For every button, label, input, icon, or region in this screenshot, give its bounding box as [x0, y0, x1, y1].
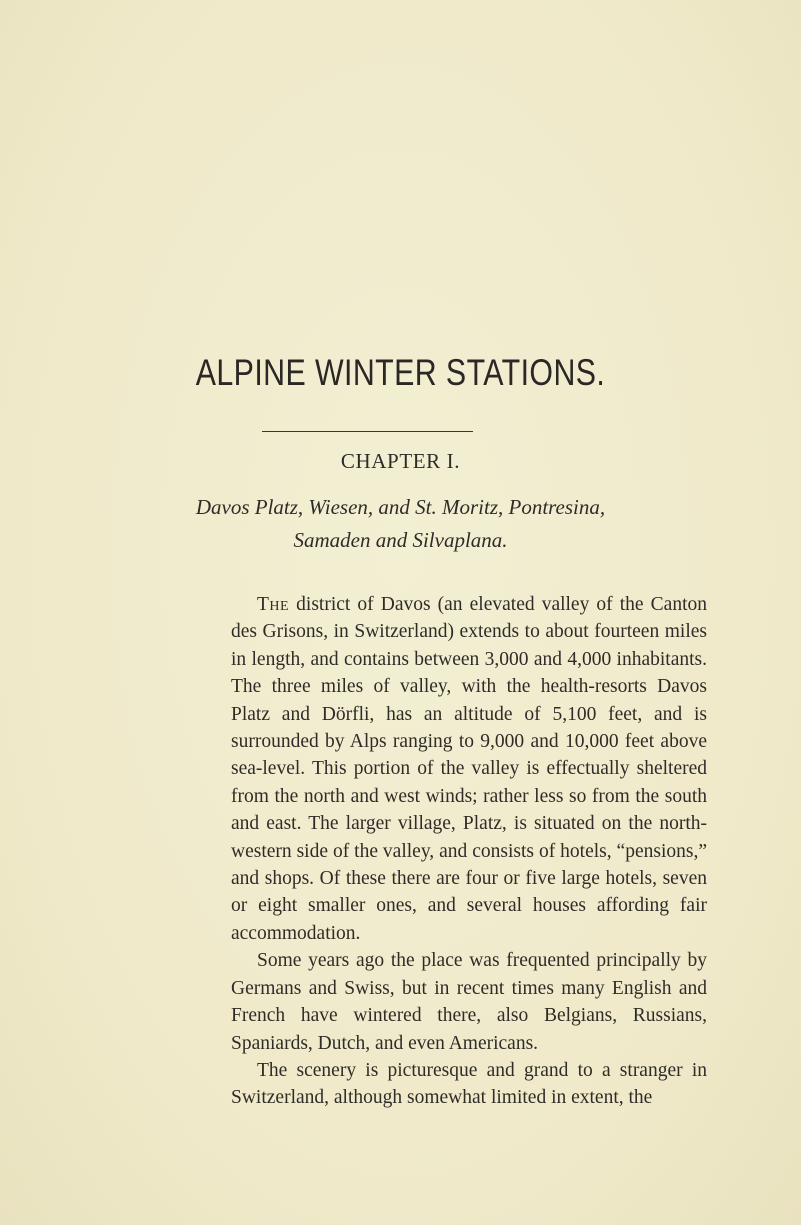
paragraph-2: Some years ago the place was frequented principally by Germans and Swiss, but in recent times many English and French have wintered there, also Belgians, Russians, Spaniards, Dutch, and even Americans. [231, 950, 707, 1054]
paragraph-3: The scenery is picturesque and grand to a stranger in Switzerland, although somewhat limited in extent, the [231, 1059, 707, 1109]
chapter-heading: CHAPTER I. [340, 449, 461, 473]
body-text [231, 591, 707, 1112]
paragraph-lead-word: The [257, 594, 290, 615]
subtitle-line-1: Davos Platz, Wiesen, and St. Moritz, Pontresina, [195, 495, 606, 519]
subtitle-line-2: Samaden and Silvaplana. [293, 528, 508, 552]
paragraph-1 [231, 591, 707, 947]
paragraph-1-text: district of Davos (an elevated valley of the Canton des Grisons, in Switzerland) extends to about fourteen miles in length, and contains between 3,000 and 4,000 inhabitants. The three miles of valley, with the health-resorts Davos Platz and Dörfli, has an altitude of 5,100 feet, and is surrounded by Alps ranging to 9,000 and 10,000 feet above sea-level. This portion of the valley is effectually sheltered from the north and west winds; rather less so from the south and east. The larger village, Platz, is situated on the north-western side of the valley, and consists of hotels, “pensions,” and shops. Of these there are four or five large hotels, seven or eight smaller ones, and several houses affording fair accommodation. [231, 594, 707, 944]
chapter-subtitle [0, 491, 801, 557]
title-divider [262, 431, 473, 432]
book-title: ALPINE WINTER STATIONS. [195, 352, 606, 393]
